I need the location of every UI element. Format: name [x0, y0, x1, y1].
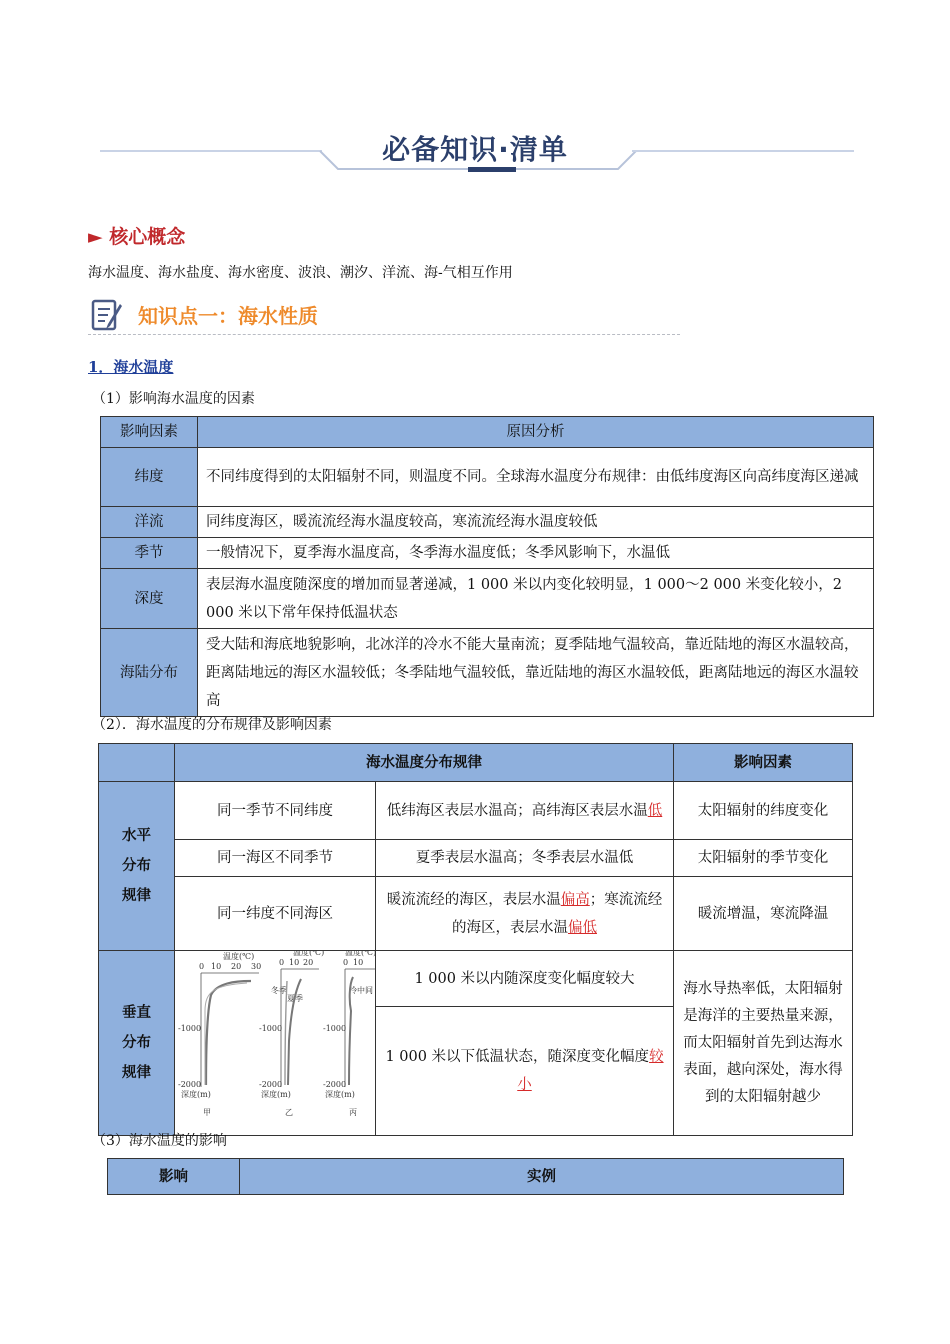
section-title-sea-temperature: 1．海水温度: [88, 358, 174, 376]
table3-caption: （3）海水温度的影响: [92, 1133, 227, 1149]
svg-text:冬季: 冬季: [271, 986, 287, 995]
svg-text:温度(℃): 温度(℃): [293, 951, 325, 957]
table1-header-analysis: 原因分析: [198, 417, 874, 448]
panel-label: 丙: [349, 1108, 357, 1117]
panel-label: 甲: [203, 1108, 211, 1117]
svg-text:10: 10: [289, 958, 300, 967]
table-row: 同一纬度不同海区 暖流流经的海区，表层水温偏高；寒流流经的海区，表层水温偏低 暖流增温，寒流降温: [99, 877, 853, 951]
svg-text:深度(m): 深度(m): [261, 1090, 291, 1099]
panel-label: 乙: [285, 1108, 293, 1117]
svg-text:20: 20: [303, 958, 314, 967]
table-row: 水平分布规律 同一季节不同纬度 低纬海区表层水温高；高纬海区表层水温低 太阳辐射的纬度变化: [99, 782, 853, 840]
svg-text:0: 0: [343, 958, 349, 967]
table-row: 洋流 同纬度海区，暖流流经海水温度较高，寒流流经海水温度较低: [101, 507, 874, 538]
svg-text:10: 10: [211, 962, 222, 971]
depth-temperature-figure: [175, 951, 376, 1136]
svg-text:30: 30: [251, 962, 262, 971]
table-row: 海陆分布 受大陆和海底地貌影响，北冰洋的冷水不能大量南流；夏季陆地气温较高，靠近陆地的海区水温较高，距离陆地远的海区水温较低；冬季陆地气温较低，靠近陆地的海区水温较低，距离陆地远的海区水温较高: [101, 629, 874, 717]
table-row: 垂直分布规律 温度(℃) 0 10 20 30 -1000 -2000 深度(m) 甲 温度(℃) 0 10 20 -1000 -2000 冬季 夏季 深度(m) 乙 温度(℃) 0 10 -1000 -2000 冷中间 深度(m) 丙 1 000 米以内随深度变化幅度较大 海水导热率低，太阳辐射是海洋的主要热量来源，而太阳辐射首先到达海水表面，越向深处，海水得到的太阳辐射越少: [99, 951, 853, 1007]
svg-text:冷中间: 冷中间: [349, 986, 373, 995]
note-edit-icon: [90, 298, 124, 332]
table3-header-example: 实例: [240, 1159, 844, 1195]
knowledge-point-title: 知识点一：海水性质: [138, 304, 318, 328]
svg-text:温度(℃): 温度(℃): [223, 952, 255, 961]
svg-text:深度(m): 深度(m): [181, 1090, 211, 1099]
impact-table: [107, 1158, 844, 1195]
table-row: 深度 表层海水温度随深度的增加而显著递减，1 000 米以内变化较明显，1 000～2 000 米变化较小，2 000 米以下常年保持低温状态: [101, 569, 874, 629]
svg-text:夏季: 夏季: [287, 994, 303, 1003]
svg-text:10: 10: [353, 958, 364, 967]
table1-caption: （1）影响海水温度的因素: [92, 391, 255, 407]
knowledge-point-heading: [88, 298, 680, 335]
depth-profile-figure: [175, 951, 375, 1125]
svg-text:0: 0: [199, 962, 205, 971]
svg-text:-2000: -2000: [259, 1080, 283, 1089]
table2-header-factor: 影响因素: [674, 744, 853, 782]
horizontal-label: 水平分布规律: [99, 782, 175, 951]
table-row: 季节 一般情况下，夏季海水温度高，冬季海水温度低；冬季风影响下，水温低: [101, 538, 874, 569]
table-row: 同一海区不同季节 夏季表层水温高；冬季表层水温低 太阳辐射的季节变化: [99, 840, 853, 877]
svg-text:-1000: -1000: [178, 1024, 202, 1033]
banner-title: 必备知识·清单: [382, 133, 568, 166]
core-concept-body: 海水温度、海水盐度、海水密度、波浪、潮汐、洋流、海-气相互作用: [88, 265, 513, 281]
factors-table: [100, 416, 874, 717]
table1-header-factor: 影响因素: [101, 417, 198, 448]
core-concept-heading: ► 核心概念: [88, 226, 186, 248]
svg-text:-1000: -1000: [323, 1024, 347, 1033]
table2-header-rule: 海水温度分布规律: [175, 744, 674, 782]
table-row: 纬度 不同纬度得到的太阳辐射不同，则温度不同。全球海水温度分布规律：由低纬度海区向高纬度海区递减: [101, 448, 874, 507]
table-row: 1 000 米以下低温状态，随深度变化幅度较小: [99, 1007, 853, 1136]
svg-text:-1000: -1000: [259, 1024, 283, 1033]
svg-text:20: 20: [231, 962, 242, 971]
table3-header-impact: 影响: [108, 1159, 240, 1195]
distribution-table: [98, 743, 853, 1136]
svg-text:-2000: -2000: [178, 1080, 202, 1089]
svg-text:温度(℃): 温度(℃): [345, 951, 375, 957]
svg-text:0: 0: [279, 958, 285, 967]
svg-text:深度(m): 深度(m): [325, 1090, 355, 1099]
svg-text:-2000: -2000: [323, 1080, 347, 1089]
triangle-marker-icon: ►: [88, 226, 103, 248]
vertical-label: 垂直分布规律: [99, 951, 175, 1136]
table2-caption: （2）．海水温度的分布规律及影响因素: [92, 717, 332, 733]
